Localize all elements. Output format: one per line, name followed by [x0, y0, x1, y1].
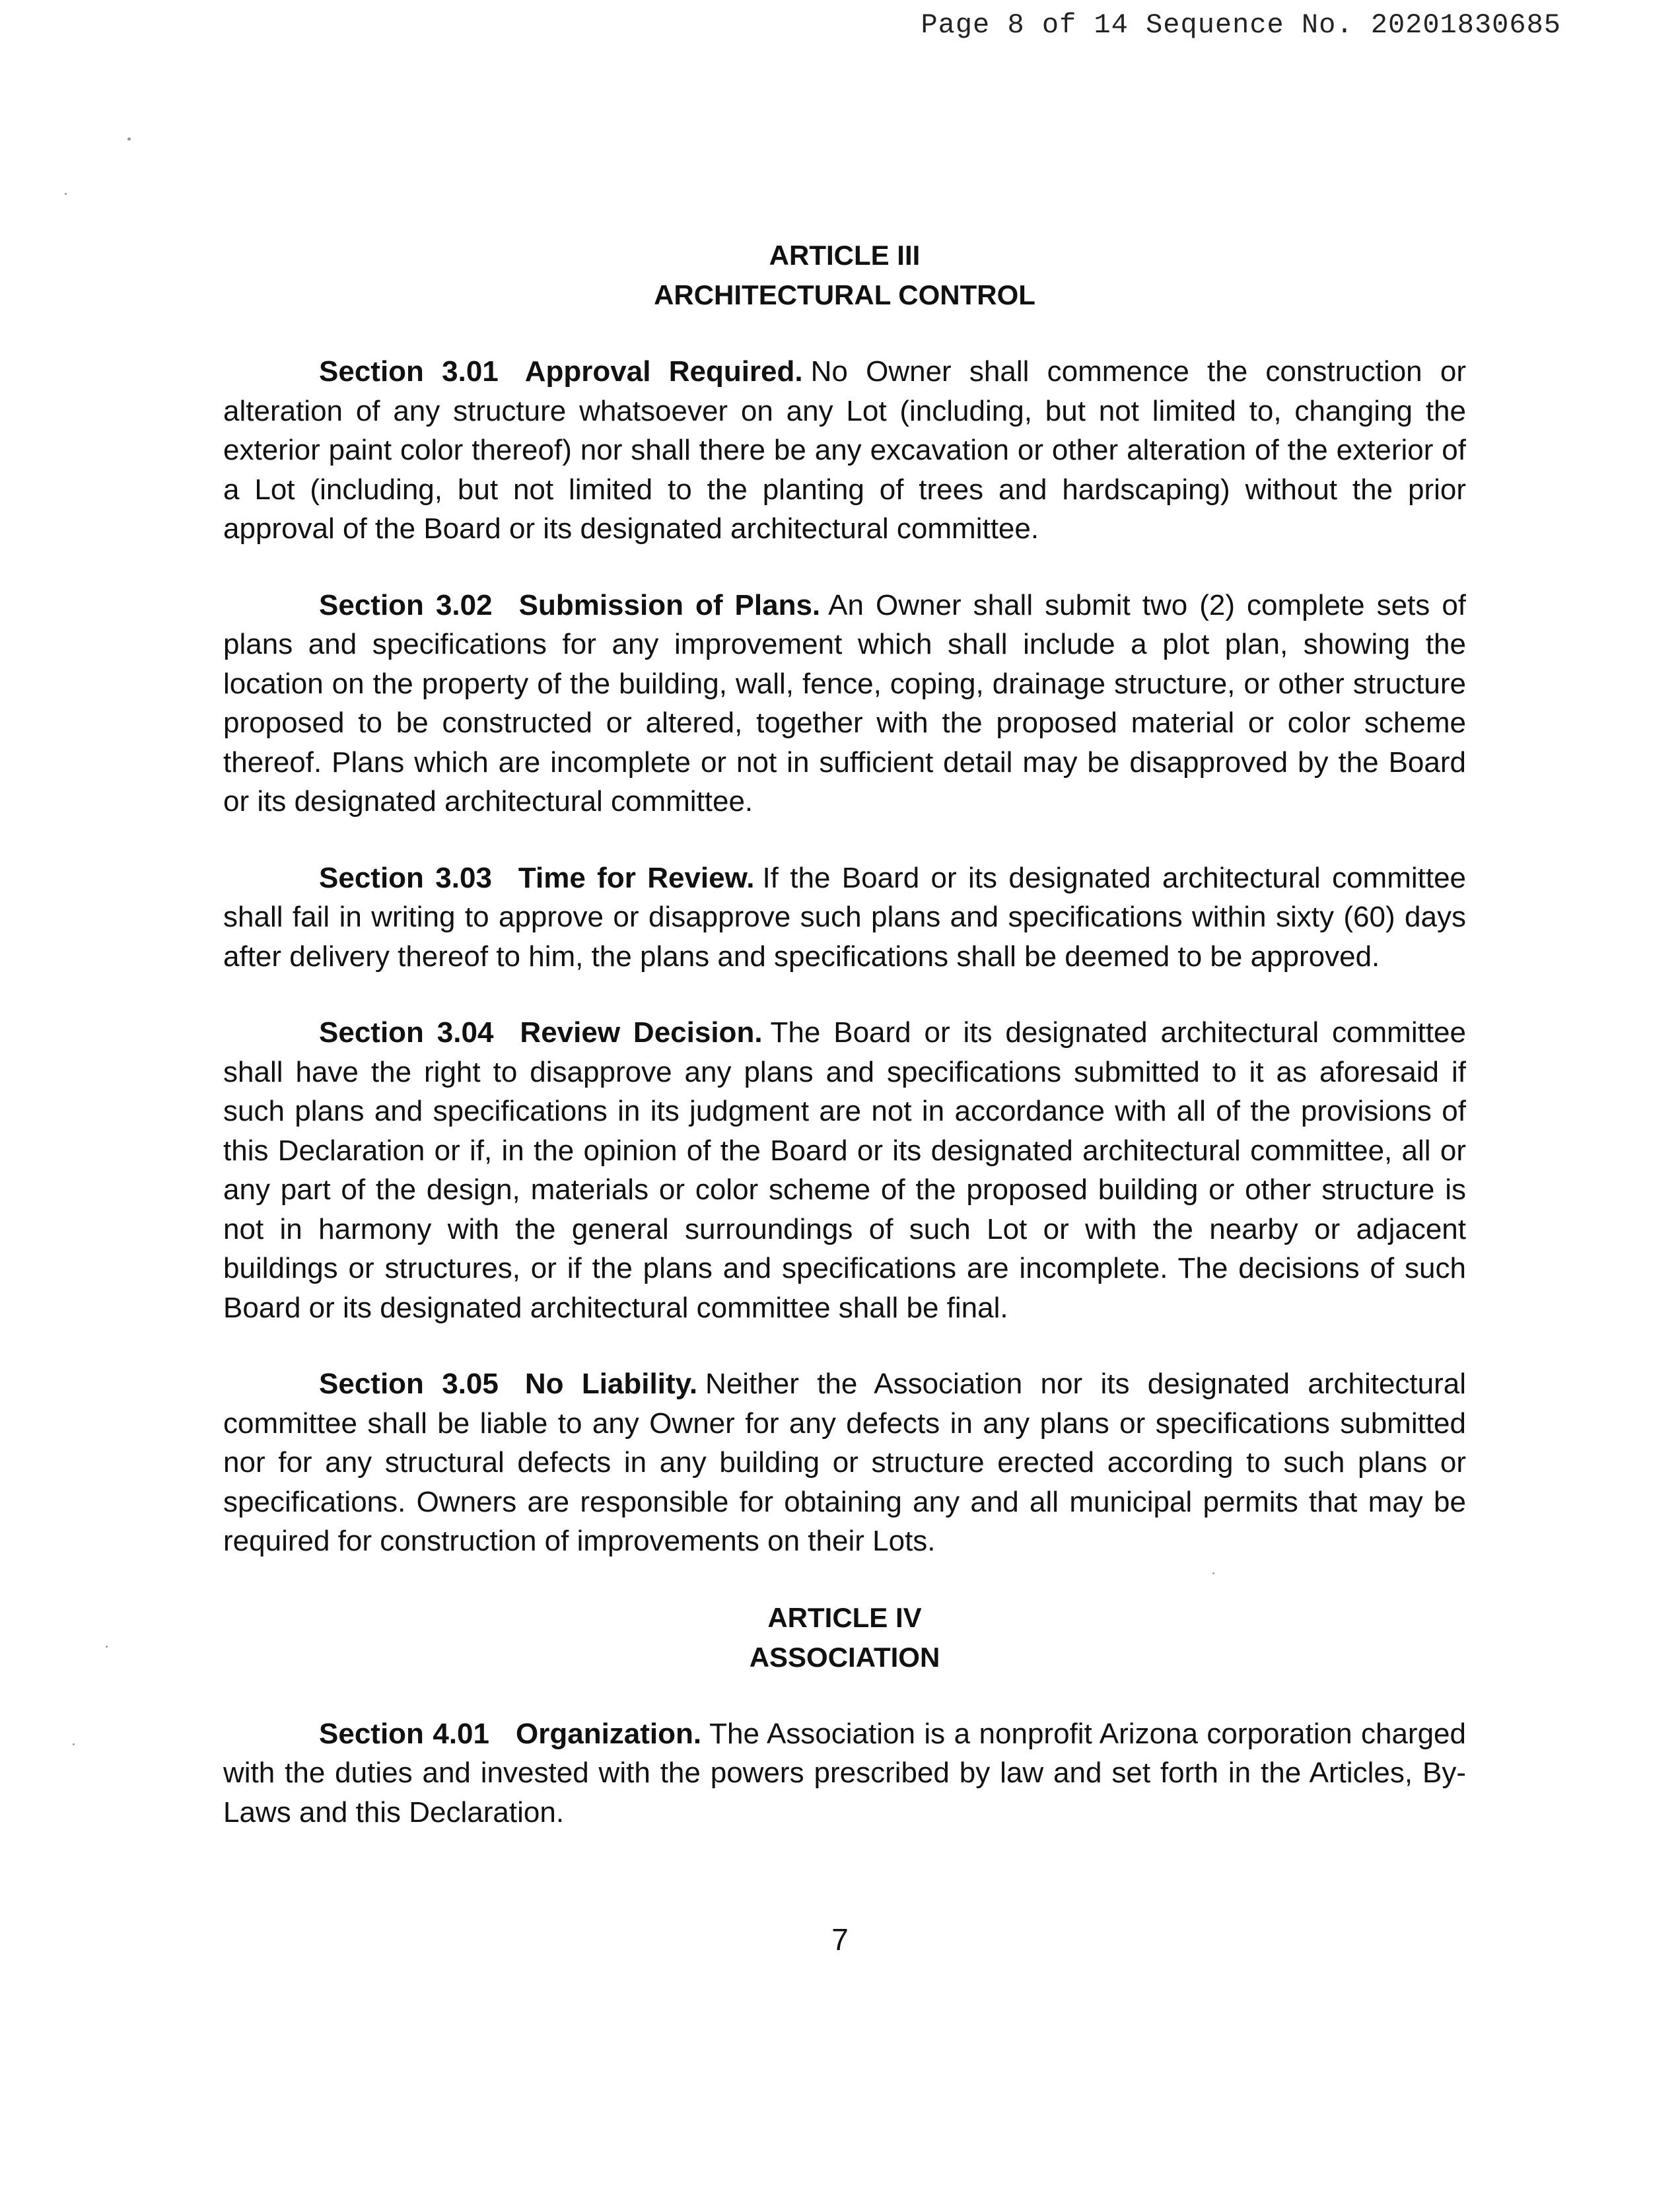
section-body: The Board or its designated architectural committee shall have the right to disapprove any plans and specifications submitted to it as aforesaid if such plans and specifications in its judgment are not in accordance with all of the provisions of this Declaration or if, in the opinion of the Board or its designated architectural committee, all or any part of the design, materials or color scheme of the proposed building or other structure is not in harmony with the general surroundings of such Lot or with the nearby or adjacent buildings or structures, or if the plans and specifications are incomplete. The decisions of such Board or its designated architectural committee shall be final. [223, 1016, 1466, 1324]
section-title: No Liability. [524, 1368, 698, 1400]
section-body: If the Board or its designated architectural committee shall fail in writing to approve or disapprove such plans and specifications within sixty (60) days after delivery thereof to him, the plans and specifications shall be deemed to be approved. [223, 861, 1467, 973]
page-number: 7 [831, 1922, 849, 1957]
section-number: Section 3.05 [319, 1368, 499, 1400]
article-iii-heading [223, 236, 1466, 315]
article-iv-heading [223, 1598, 1466, 1677]
scan-speck [106, 1646, 108, 1648]
article-number: ARTICLE III [769, 240, 921, 271]
section-number: Section 3.02 [319, 588, 493, 621]
section-number: Section 4.01 [319, 1717, 489, 1750]
section-4-01 [223, 1714, 1466, 1833]
section-body: An Owner shall submit two (2) complete sets of plans and specifications for any improvement which shall include a plot plan, showing the location on the property of the building, wall, fence, coping, drainage structure, or other structure proposed to be constructed or altered, together with the proposed material or color scheme thereof. Plans which are incomplete or not in sufficient detail may be disapproved by the Board or its designated architectural committee. [223, 588, 1467, 818]
scan-speck [73, 1743, 75, 1745]
section-3-03 [223, 858, 1466, 977]
section-title: Approval Required. [524, 355, 803, 388]
section-number: Section 3.03 [319, 861, 492, 894]
section-number: Section 3.01 [319, 355, 499, 388]
article-title: ARCHITECTURAL CONTROL [654, 279, 1035, 310]
section-3-02 [223, 586, 1466, 821]
section-title: Submission of Plans. [518, 588, 821, 621]
section-title: Review Decision. [520, 1016, 763, 1049]
section-3-05 [223, 1364, 1466, 1561]
scan-speck [127, 137, 131, 141]
section-body: No Owner shall commence the construction or alteration of any structure whatsoever on any Lot (including, but not limited to, changing the exterior paint color thereof) nor shall there be any excavation or other alteration of the exterior of a Lot (including, but not limited to the planting of trees and hardscaping) without the prior approval of the Board or its designated architectural committee. [223, 355, 1466, 545]
section-body: Neither the Association nor its designated architectural committee shall be liable to any Owner for any defects in any plans or specifications submitted nor for any structural defects in any building or structure erected according to such plans or specifications. Owners are responsible for obtaining any and all municipal permits that may be required for construction of improvements on their Lots. [223, 1368, 1467, 1557]
section-number: Section 3.04 [319, 1016, 494, 1049]
scan-speck [65, 193, 67, 195]
page-sequence-header: Page 8 of 14 Sequence No. 20201830685 [921, 9, 1561, 41]
section-3-04 [223, 1013, 1466, 1327]
article-number: ARTICLE IV [767, 1601, 922, 1633]
document-body [223, 236, 1466, 1832]
section-body: The Association is a nonprofit Arizona corporation charged with the duties and invested with the powers prescribed by law and set forth in the Articles, By-Laws and this Declaration. [223, 1717, 1466, 1829]
section-3-01 [223, 352, 1466, 549]
article-title: ASSOCIATION [749, 1641, 940, 1673]
section-title: Organization. [516, 1717, 702, 1750]
section-title: Time for Review. [518, 861, 755, 894]
